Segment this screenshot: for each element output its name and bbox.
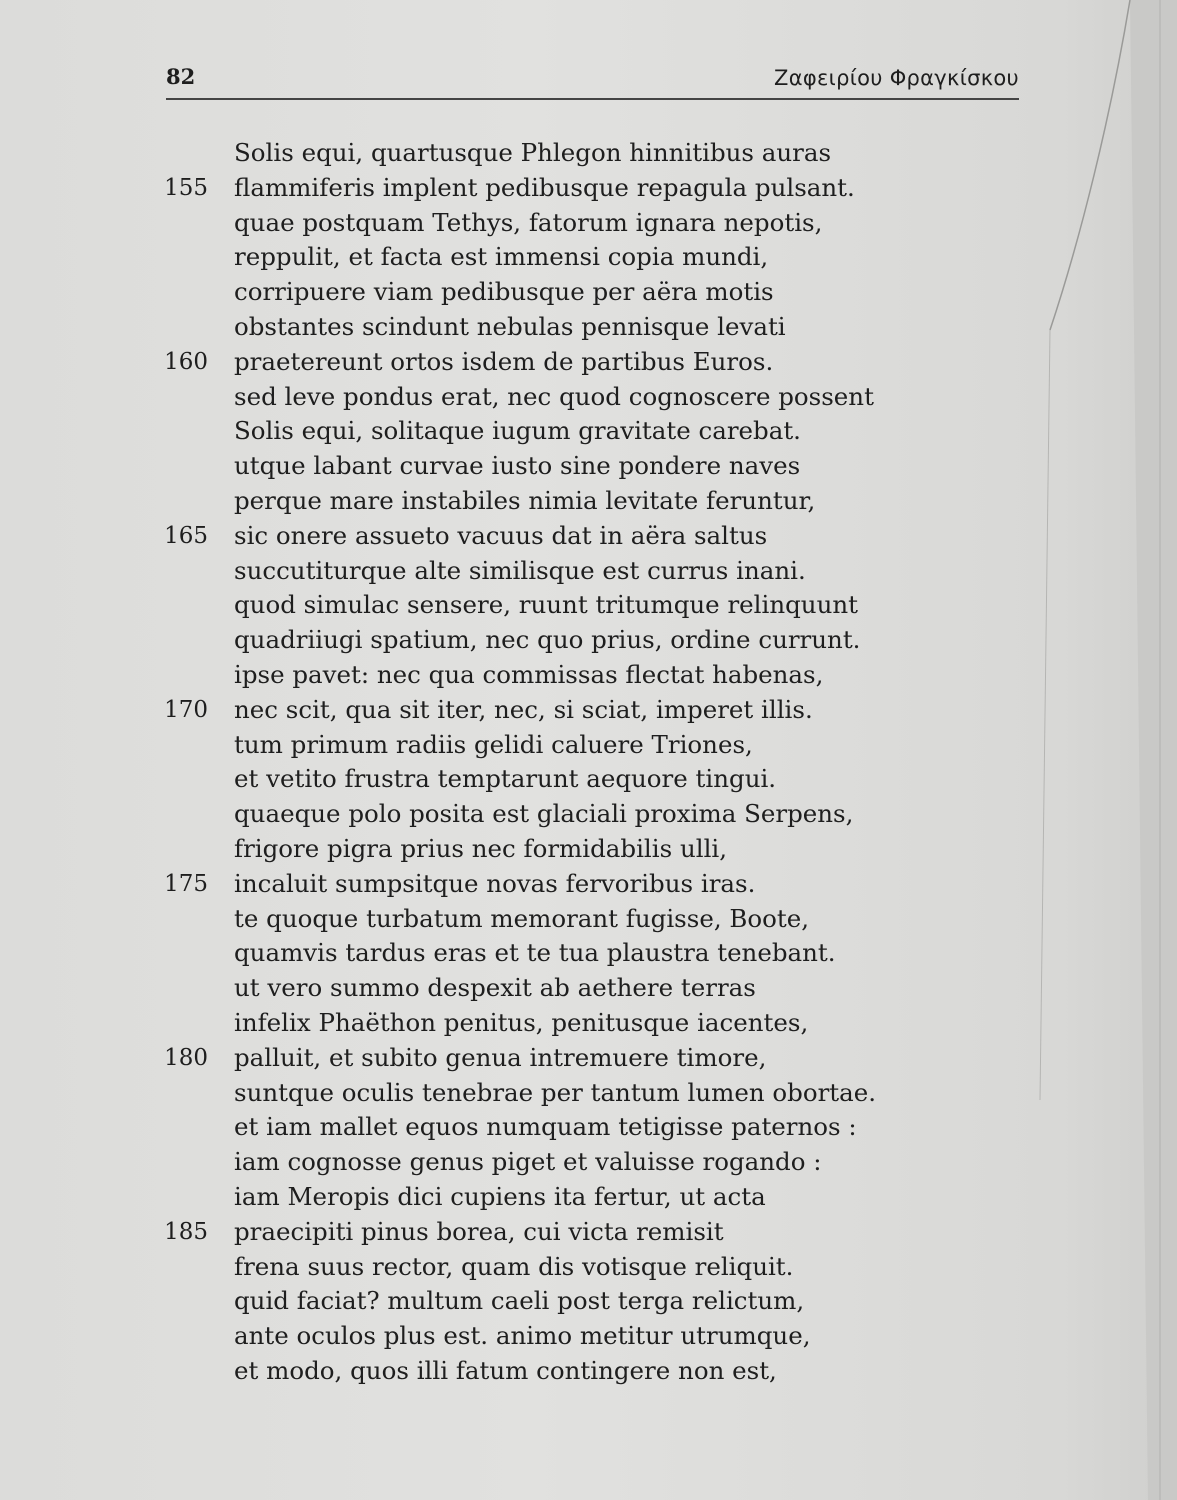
verse-text: iam cognosse genus piget et valuisse rogando : [234, 1147, 822, 1177]
verse-text: ipse pavet: nec qua commissas flectat habenas, [234, 659, 824, 689]
verse-line [150, 1041, 930, 1076]
page-number: 82 [166, 64, 196, 89]
verse-text: quamvis tardus eras et te tua plaustra tenebant. [234, 938, 836, 968]
verse-text: perque mare instabiles nimia levitate feruntur, [234, 485, 816, 515]
verse-text: reppulit, et facta est immensi copia mundi, [234, 242, 769, 272]
verse-line [150, 484, 930, 519]
verse-line [150, 414, 930, 449]
verse-line [150, 728, 930, 763]
line-number: 185 [164, 1218, 208, 1245]
verse-text: suntque oculis tenebrae per tantum lumen obortae. [234, 1077, 877, 1107]
verse-text: et iam mallet equos numquam tetigisse paternos : [234, 1112, 857, 1142]
verse-line [150, 588, 930, 623]
verse-line [150, 554, 930, 589]
verse-text: succutiturque alte similisque est currus inani. [234, 555, 806, 585]
line-number: 175 [164, 870, 208, 897]
verse-line [150, 345, 930, 380]
page-header [166, 62, 1019, 96]
verse-line [150, 519, 930, 554]
verse-text: Solis equi, solitaque iugum gravitate carebat. [234, 416, 801, 446]
verse-line [150, 1180, 930, 1215]
verse-text: quaeque polo posita est glaciali proxima Serpens, [234, 799, 854, 829]
verse-text: flammiferis implent pedibusque repagula pulsant. [234, 172, 855, 202]
verse-text: praetereunt ortos isdem de partibus Euros. [234, 346, 774, 376]
verse-line [150, 1250, 930, 1285]
verse-line [150, 762, 930, 797]
verse-text: quadriiugi spatium, nec quo prius, ordine currunt. [234, 625, 861, 655]
verse-line [150, 206, 930, 241]
line-number: 170 [164, 696, 208, 723]
verse-text: ante oculos plus est. animo metitur utrumque, [234, 1321, 811, 1351]
running-head: Ζαφειρίου Φραγκίσκου [774, 66, 1019, 90]
verse-block [150, 136, 930, 1389]
verse-line [150, 310, 930, 345]
verse-line [150, 693, 930, 728]
show-through-background [935, 140, 1135, 1420]
verse-line [150, 1110, 930, 1145]
line-number: 160 [164, 348, 208, 375]
verse-text: iam Meropis dici cupiens ita fertur, ut acta [234, 1181, 766, 1211]
verse-line [150, 797, 930, 832]
verse-line [150, 867, 930, 902]
line-number: 180 [164, 1044, 208, 1071]
verse-text: quae postquam Tethys, fatorum ignara nepotis, [234, 207, 823, 237]
verse-text: sic onere assueto vacuus dat in aëra saltus [234, 520, 768, 550]
verse-text: sed leve pondus erat, nec quod cognoscere possent [234, 381, 874, 411]
verse-text: quod simulac sensere, ruunt tritumque relinquunt [234, 590, 858, 620]
verse-line [150, 623, 930, 658]
verse-line [150, 1076, 930, 1111]
verse-text: infelix Phaëthon penitus, penitusque iacentes, [234, 1007, 809, 1037]
verse-line [150, 275, 930, 310]
verse-line [150, 936, 930, 971]
verse-text: Solis equi, quartusque Phlegon hinnitibus auras [234, 138, 832, 167]
verse-line [150, 240, 930, 275]
verse-text: palluit, et subito genua intremuere timore, [234, 1042, 767, 1072]
verse-line [150, 1354, 930, 1389]
verse-line [150, 832, 930, 867]
verse-line [150, 1319, 930, 1354]
verse-text: utque labant curvae iusto sine pondere naves [234, 451, 801, 481]
line-number: 155 [164, 174, 208, 201]
verse-line [150, 171, 930, 206]
verse-line [150, 449, 930, 484]
verse-text: obstantes scindunt nebulas pennisque levati [234, 311, 786, 341]
verse-text: frena suus rector, quam dis votisque reliquit. [234, 1251, 794, 1281]
verse-line [150, 1215, 930, 1250]
verse-line [150, 971, 930, 1006]
verse-line [150, 658, 930, 693]
verse-text: incaluit sumpsitque novas fervoribus iras. [234, 868, 756, 898]
verse-line [150, 380, 930, 415]
verse-text: nec scit, qua sit iter, nec, si sciat, imperet illis. [234, 694, 813, 724]
verse-line [150, 902, 930, 937]
verse-text: corripuere viam pedibusque per aëra motis [234, 277, 774, 307]
verse-text: frigore pigra prius nec formidabilis ulli, [234, 833, 728, 863]
verse-text: et vetito frustra temptarunt aequore tingui. [234, 764, 777, 794]
verse-line [150, 1145, 930, 1180]
verse-line [150, 1006, 930, 1041]
verse-text: et modo, quos illi fatum contingere non est, [234, 1355, 777, 1385]
verse-text: te quoque turbatum memorant fugisse, Boote, [234, 903, 810, 933]
verse-text: quid faciat? multum caeli post terga relictum, [234, 1286, 805, 1316]
verse-text: praecipiti pinus borea, cui victa remisit [234, 1216, 724, 1246]
line-number: 165 [164, 522, 208, 549]
verse-text: ut vero summo despexit ab aethere terras [234, 973, 756, 1003]
verse-text: tum primum radiis gelidi caluere Triones, [234, 729, 753, 759]
verse-line [150, 1284, 930, 1319]
verse-line [150, 136, 930, 171]
header-rule [166, 98, 1019, 100]
